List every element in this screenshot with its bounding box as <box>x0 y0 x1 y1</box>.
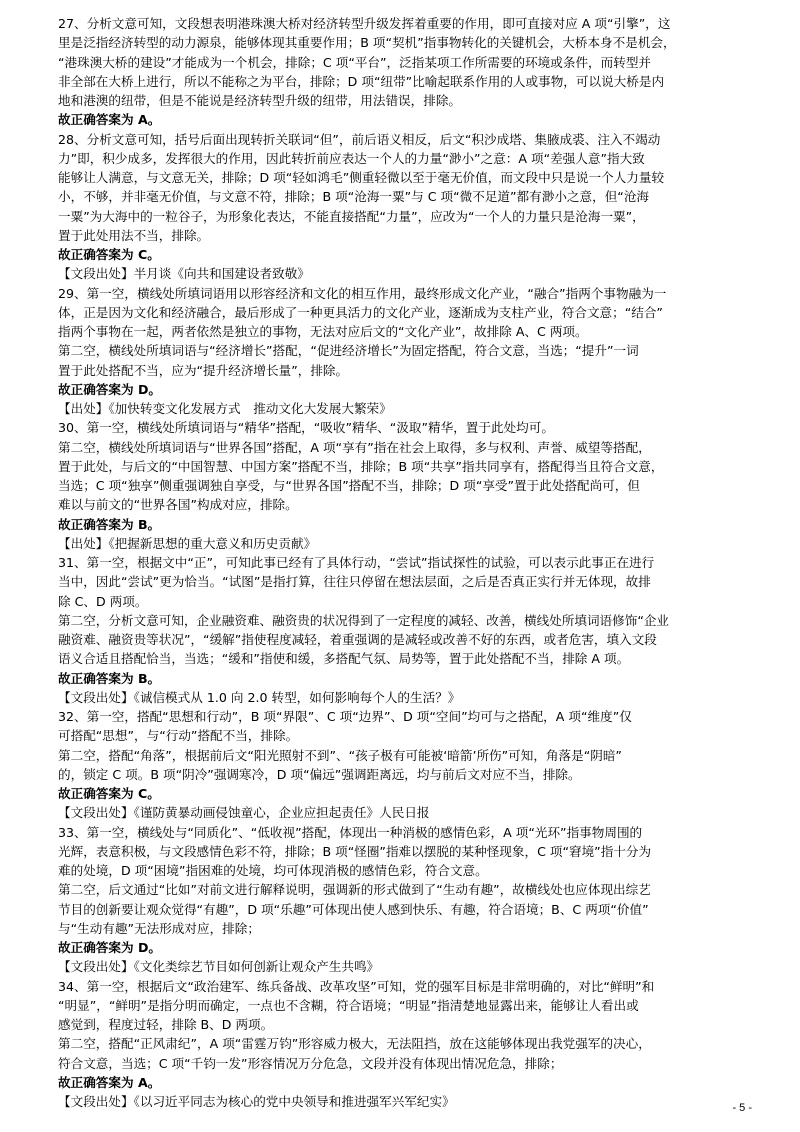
text-line: 地和港澳的纽带，但是不能说是经济转型升级的纽带，用法错误，排除。 <box>58 93 461 108</box>
text-line: 可搭配“思想”，与“行动”搭配不当，排除。 <box>58 728 299 744</box>
source-line: 【出处】《把握新思想的重大意义和历史贡献》 <box>58 535 317 551</box>
answer-line: 故正确答案为 C。 <box>58 247 160 262</box>
text-line: 当选；C 项“独享”侧重强调独自享受，与“世界各国”搭配不当，排除；D 项“享受”置于此处搭配尚可，但 <box>58 478 640 493</box>
answer-line: 故正确答案为 D。 <box>58 381 161 397</box>
text-line: 第二空，后文通过“比如”对前文进行解释说明，强调新的形式做到了“生动有趣”，故横线处也应体现出综艺 <box>58 882 651 898</box>
text-line: 与“生动有趣”无法形成对应，排除； <box>58 920 260 936</box>
text-line: 33、第一空，横线处与“同质化”、“低收视”搭配，体现出一种消极的感情色彩，A 项“光环”指事物周围的 <box>58 824 643 840</box>
text-line: “明显”，“鲜明”是指分明而确定，一点也不含糊，符合语境；“明显”指清楚地显露出来，能够让人看出或 <box>58 997 639 1013</box>
text-line: 31、第一空，根据文中“正”，可知此事已经有了具体行动，“尝试”指试探性的试验，可以表示此事正在进行 <box>58 555 655 570</box>
text-line: 30、第一空，横线处所填词语与“精华”搭配，“吸收”精华、“汲取”精华，置于此处均可。 <box>58 420 554 436</box>
question-32-explanation <box>58 707 752 823</box>
text-line: 置于此处用法不当，排除。 <box>58 227 210 243</box>
source-line: 【出处】《加快转变文化发展方式 推动文化大发展大繁荣》 <box>58 401 392 416</box>
source-line: 【文段出处】《谨防黄暴动画侵蚀童心，企业应担起责任》人民日报 <box>58 805 430 821</box>
text-line: 当中，因此“尝试”更为恰当。“试图”是指打算，往往只停留在想法层面，之后是否真正实行并无体现，故排 <box>58 574 651 590</box>
answer-line: 故正确答案为 D。 <box>58 940 161 955</box>
text-line: 的，锁定 C 项。B 项“阴冷”强调寒冷，D 项“偏远”强调距离远，均与前后文对应不当，排除。 <box>58 766 581 782</box>
text-line: “港珠澳大桥的建设”才能成为一个机会，排除；C 项“平台”，泛指某项工作所需要的环境或条件，而转型并 <box>58 54 652 70</box>
text-line: 29、第一空，横线处所填词语用以形容经济和文化的相互作用，最终形成文化产业，“融合”指两个事物融为一 <box>58 285 667 301</box>
source-line: 【文段出处】半月谈《向共和国建设者致敬》 <box>58 266 310 282</box>
question-30-explanation <box>58 418 752 553</box>
text-line: 符合文意，当选；C 项“千钧一发”形容情况万分危急，文段并没有体现出情况危急，排除； <box>58 1055 563 1071</box>
text-line: 难的处境，D 项“困境”指困难的处境，均可体现消极的感情色彩，符合文意。 <box>58 863 488 878</box>
page-number: - 5 - <box>732 1102 752 1114</box>
text-line: 力”即，积少成多，发挥很大的作用，因此转折前应表达一个人的力量“渺小”之意：A 项“差强人意”指大致 <box>58 150 645 166</box>
question-31-explanation <box>58 553 752 707</box>
text-line: 27、分析文意可知，文段想表明港珠澳大桥对经济转型升级发挥着重要的作用，即可直接对应 A 项“引擎”，这 <box>58 16 671 31</box>
text-line: 28、分析文意可知，括号后面出现转折关联词“但”，前后语义相反，后文“积沙成塔、集腋成裘、注入不竭动 <box>58 131 661 147</box>
document-body <box>58 14 752 1111</box>
source-line: 【文段出处】《文化类综艺节目如何创新让观众产生共鸣》 <box>58 959 380 975</box>
question-33-explanation <box>58 823 752 977</box>
answer-line: 故正确答案为 B。 <box>58 516 161 532</box>
text-line: 第二空，搭配“正风肃纪”，A 项“雷霆万钧”形容威力极大，无法阻挡，放在这能够体现出我党强军的决心， <box>58 1036 651 1052</box>
text-line: 第二空，横线处所填词语与“世界各国”搭配，A 项“享有”指在社会上取得，多与权利、声誉、威望等搭配， <box>58 439 651 455</box>
source-line: 【文段出处】《诚信模式从 1.0 向 2.0 转型，如何影响每个人的生活？》 <box>58 689 461 705</box>
answer-line: 故正确答案为 A。 <box>58 112 161 128</box>
answer-line: 故正确答案为 C。 <box>58 786 160 801</box>
text-line: 能够让人满意，与文意无关，排除；D 项“轻如鸿毛”侧重轻微以至于毫无价值，而文段中只是说一个人力量较 <box>58 170 665 185</box>
text-line: 节目的创新要让观众觉得“有趣”，D 项“乐趣”可体现出使人感到快乐、有趣，符合语境；B、C 两项“价值” <box>58 901 649 917</box>
text-line: 里是泛指经济转型的动力源泉，能够体现其重要作用；B 项“契机”指事物转化的关键机会，大桥本身不是机会， <box>58 35 676 51</box>
question-28-explanation <box>58 130 752 284</box>
text-line: 融资难、融资贵等状况”，“缓解”指使程度减轻，着重强调的是减轻或改善不好的东西，或者危害，填入文段 <box>58 632 657 647</box>
text-line: 除 C、D 两项。 <box>58 593 148 609</box>
question-29-explanation <box>58 284 752 419</box>
text-line: 感觉到，程度过轻，排除 B、D 两项。 <box>58 1017 274 1032</box>
question-34-explanation <box>58 977 752 1112</box>
question-27-explanation <box>58 14 752 130</box>
text-line: 光辉，表意积极，与文段感情色彩不符，排除；B 项“怪圈”指难以摆脱的某种怪现象，C 项“窘境”指十分为 <box>58 843 652 859</box>
text-line: 34、第一空，根据后文“政治建军、练兵备战、改革攻坚”可知，党的强军目标是非常明确的，对比“鲜明”和 <box>58 978 655 994</box>
text-line: 第二空，分析文意可知，企业融资难、融资贵的状况得到了一定程度的减轻、改善，横线处所填词语修饰“企业 <box>58 612 670 628</box>
text-line: 非全部在大桥上进行，所以不能称之为平台，排除；D 项“纽带”比喻起联系作用的人或事物，可以说大桥是内 <box>58 73 665 89</box>
text-line: 第二空，搭配“角落”，根据前后文“阳光照射不到”、“孩子极有可能被‘暗箭’所伤”可知，角落是“阴暗” <box>58 747 622 763</box>
text-line: 难以与前文的“世界各国”构成对应，排除。 <box>58 497 298 513</box>
text-line: 置于此处，与后文的“中国智慧、中国方案”搭配不当，排除；B 项“共享”指共同享有，搭配得当且符合文意， <box>58 458 664 474</box>
text-line: 置于此处搭配不当，应为“提升经济增长量”，排除。 <box>58 362 349 378</box>
answer-line: 故正确答案为 B。 <box>58 670 161 686</box>
text-line: 语义合适且搭配恰当，当选；“缓和”指使和缓，多搭配气氛、局势等，置于此处搭配不当，排除 A 项。 <box>58 651 630 667</box>
answer-line: 故正确答案为 A。 <box>58 1074 161 1090</box>
text-line: 32、第一空，搭配“思想和行动”，B 项“界限”、C 项“边界”、D 项“空间”均可与之搭配，A 项“维度”仅 <box>58 709 632 724</box>
text-line: 指两个事物在一起，两者依然是独立的事物，无法对应后文的“文化产业”，故排除 A、C 两项。 <box>58 324 588 339</box>
source-line: 【文段出处】《以习近平同志为核心的党中央领导和推进强军兴军纪实》 <box>58 1094 455 1109</box>
text-line: 第二空，横线处所填词语与“经济增长”搭配，“促进经济增长”为固定搭配，符合文意，当选；“提升”一词 <box>58 343 639 359</box>
text-line: 一粟”为大海中的一粒谷子，为形象化表达，不能直接搭配“力量”，应改为“一个人的力量只是沧海一粟”， <box>58 208 645 224</box>
text-line: 体，正是因为文化和经济融合，最后形成了一种更具活力的文化产业，逐渐成为支柱产业，符合文意；“结合” <box>58 304 663 320</box>
text-line: 小，不够，并非毫无价值，与文意不符，排除；B 项“沧海一粟”与 C 项“微不足道”都有渺小之意，但“沧海 <box>58 189 650 205</box>
